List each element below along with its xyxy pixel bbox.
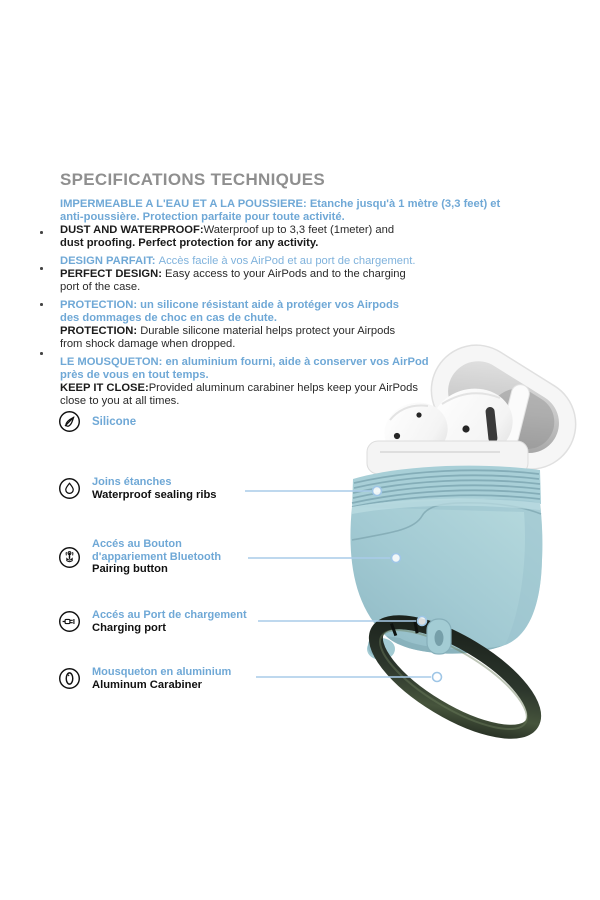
text-run: LE MOUSQUETON: en aluminium fourni, aide à conserver vos AirPod xyxy=(60,356,429,368)
spec-text-column xyxy=(60,170,550,413)
text-run: des dommages de choc en cas de chute. xyxy=(60,312,277,324)
feature-label: Silicone xyxy=(92,415,137,428)
spec-line xyxy=(60,312,550,325)
bullet-dot xyxy=(40,303,43,306)
callout-endpoint-ribs xyxy=(373,487,382,496)
callout-endpoint-carabiner xyxy=(433,673,442,682)
silicone-icon xyxy=(58,410,81,433)
callout-label-fr: Joins étanches xyxy=(92,476,172,488)
text-run: DESIGN PARFAIT: xyxy=(60,255,159,267)
text-run: Easy access to your AirPods and to the charging xyxy=(165,268,406,280)
callout-row-ribs xyxy=(58,476,217,502)
spec-paragraph-3 xyxy=(60,299,550,351)
callout-endpoint-pairing xyxy=(392,554,401,563)
text-run: Durable silicone material helps protect your Airpods xyxy=(140,325,396,337)
callout-labels xyxy=(92,538,221,576)
text-run: PROTECTION: un silicone résistant aide à protéger vos Airpods xyxy=(60,299,400,311)
text-run: anti-poussière. Protection parfaite pour toute activité. xyxy=(60,211,345,223)
droplet-icon xyxy=(58,477,81,500)
press-icon xyxy=(58,546,81,569)
spec-line xyxy=(60,369,550,382)
callout-label-fr: Mousqueton en aluminium xyxy=(92,666,232,678)
spec-line xyxy=(60,325,550,338)
spec-line xyxy=(60,356,550,369)
callout-labels xyxy=(92,609,247,635)
spec-paragraph-2 xyxy=(60,255,550,294)
text-run: près de vous en tout temps. xyxy=(60,369,209,381)
spec-paragraph-1 xyxy=(60,198,550,250)
text-run: dust proofing. Perfect protection for any activity. xyxy=(60,237,319,249)
text-run: PROTECTION: xyxy=(60,325,141,337)
spec-line xyxy=(60,299,550,312)
spec-line xyxy=(60,382,550,395)
bullet-dot xyxy=(40,267,43,270)
callout-row-pairing-button xyxy=(58,538,221,576)
bullet-dot xyxy=(40,231,43,234)
text-run: close to you at all times. xyxy=(60,395,180,407)
callout-label-en: Pairing button xyxy=(92,563,168,575)
bullet-dot xyxy=(40,352,43,355)
carabiner-loop xyxy=(427,619,451,654)
text-run: IMPERMEABLE A L'EAU ET A LA POUSSIERE: Etanche jusqu'à 1 mètre (3,3 feet) et xyxy=(60,198,501,210)
callout-row-charging-port xyxy=(58,609,247,635)
spec-line xyxy=(60,224,550,237)
callout-label-en: Waterproof sealing ribs xyxy=(92,488,217,501)
spec-line xyxy=(60,211,550,224)
callout-label-fr: d'appariement Bluetooth xyxy=(92,550,222,563)
callout-endpoint-charging xyxy=(418,617,427,626)
callout-label-fr: Accés au Port de chargement xyxy=(92,609,247,621)
spec-line xyxy=(60,395,550,408)
text-run: port of the case. xyxy=(60,281,141,293)
spec-line xyxy=(60,268,550,281)
carabiner-icon xyxy=(58,667,81,690)
spec-line xyxy=(60,281,550,294)
callout-label-en: Aluminum Carabiner xyxy=(92,678,203,691)
charging-cable-icon xyxy=(58,610,81,633)
callout-labels xyxy=(92,476,217,502)
spec-line xyxy=(60,255,550,268)
text-run: KEEP IT CLOSE: xyxy=(60,382,149,394)
spec-line xyxy=(60,338,550,351)
feature-row-silicone xyxy=(58,410,136,433)
page-title: SPECIFICATIONS TECHNIQUES xyxy=(60,170,326,189)
callout-label-fr: Accés au Bouton xyxy=(92,538,182,550)
text-run: Accès facile à vos AirPod et au port de chargement. xyxy=(158,255,416,267)
callout-row-carabiner xyxy=(58,666,231,692)
text-run: Provided aluminum carabiner helps keep your AirPods xyxy=(148,382,418,394)
spec-paragraph-4 xyxy=(60,356,550,408)
text-run: Waterproof up to 3,3 feet (1meter) and xyxy=(203,224,395,236)
spec-line xyxy=(60,198,550,211)
spec-sections xyxy=(60,198,550,408)
text-run: DUST AND WATERPROOF: xyxy=(60,224,204,236)
callout-label-en: Charging port xyxy=(92,621,166,634)
callout-labels xyxy=(92,666,231,692)
spec-line xyxy=(60,237,550,250)
text-run: PERFECT DESIGN: xyxy=(60,268,166,280)
text-run: from shock damage when dropped. xyxy=(60,338,236,350)
